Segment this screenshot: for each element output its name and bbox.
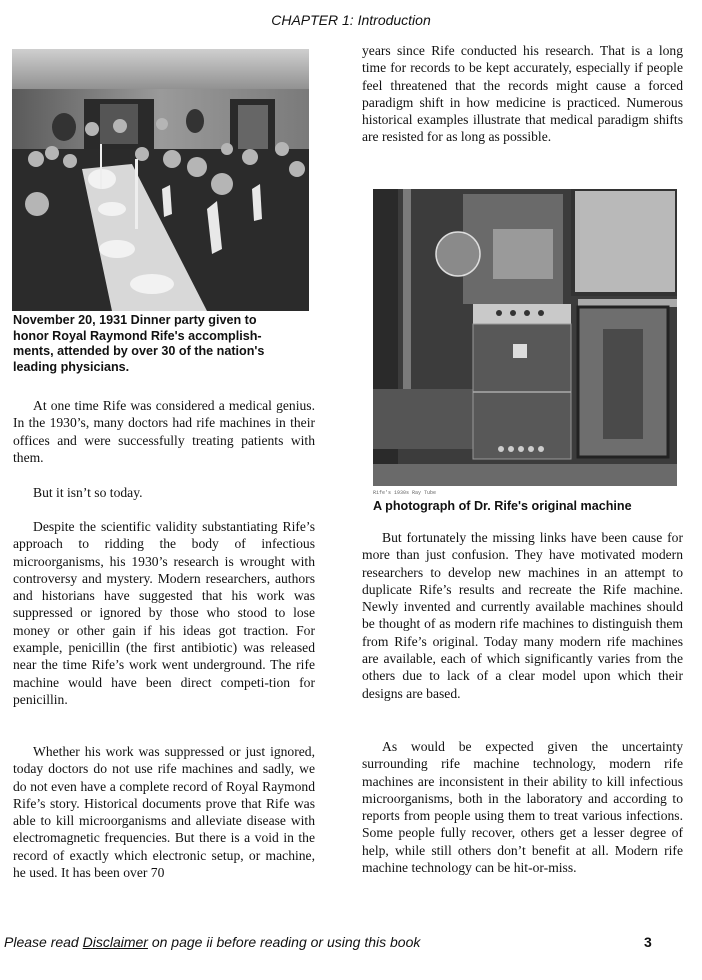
paragraph: But fortunately the missing links have been cause for more than just confusion. They have motivated modern researchers to develop new machines in an attempt to duplicate Rife’s results and recreate the Rife machine. Newly invented and currently available machines should be thought of as modern rife machines to distinguish them from Rife’s original. Today many modern rife machines are available, each of which significantly varies from the others due to lack of a clear model upon which their designs are based. [362,530,683,701]
rife-machine-caption: A photograph of Dr. Rife's original machine [373,499,632,513]
photo-dinner-party-icon [12,49,309,311]
paragraph: As would be expected given the uncertainty surrounding rife machine technology, modern rife machines are inconsistent in their ability to kill infectious microorganisms, both in the laboratory and according to reports from people using them to treat various infections. Some people fully recover, others get a lesser degree of help, while still others don’t benefit at all. Modern rife machine technology can be hit-or-miss. [362,739,683,876]
footer-text-after: on page ii before reading or using this book [147,934,421,950]
paragraph: Despite the scientific validity substantiating Rife’s approach to ridding the body of infectious microorganisms, his 1930’s research is wrought with controversy and mystery. Modern researchers, authors and historians have suggested that his work was suppressed or ignored by those who stood to lose money or other gain if his ideas got traction. For example, penicillin (the first antibiotic) was released near the time Rife’s work went underground. The rife machine would have been direct competi-tion for penicillin. [13,519,315,707]
rife-machine-photo [373,189,677,486]
dinner-party-photo [12,49,309,311]
paragraph: But it isn’t so today. [33,485,143,500]
photo-rife-machine-icon [373,189,677,486]
disclaimer-link[interactable]: Disclaimer [82,934,148,950]
footer-note [4,934,420,950]
photo-inset-label: Rife's 1930s Ray Tube [373,490,437,496]
dinner-party-caption: November 20, 1931 Dinner party given to honor Royal Raymond Rife's accomplish-ments, attended by over 30 of the nation's leading physicians. [13,313,265,374]
paragraph: At one time Rife was considered a medical genius. In the 1930’s, many doctors had rife machines in their offices and were successfully treating patients with them. [13,398,315,465]
page-number: 3 [644,934,652,950]
footer-text-before: Please read [4,934,83,950]
paragraph: Whether his work was suppressed or just ignored, today doctors do not use rife machines and sadly, we do not even have a complete record of Royal Raymond Rife’s story. Historical documents prove that Rife was able to kill microorganisms and alleviate disease with electromagnetic frequencies. But there is a void in the record of exactly which electronic setup, or machine, he used. It has been over 70 [13,744,315,881]
chapter-header: CHAPTER 1: Introduction [271,12,431,28]
paragraph-continuation: years since Rife conducted his research. That is a long time for records to be kept accurately, especially if people feel threatened that the records might cause a forced paradigm shift in how medicine is practiced. Numerous historical examples illustrate that medical paradigm shifts are resisted for as long as possible. [362,43,683,145]
